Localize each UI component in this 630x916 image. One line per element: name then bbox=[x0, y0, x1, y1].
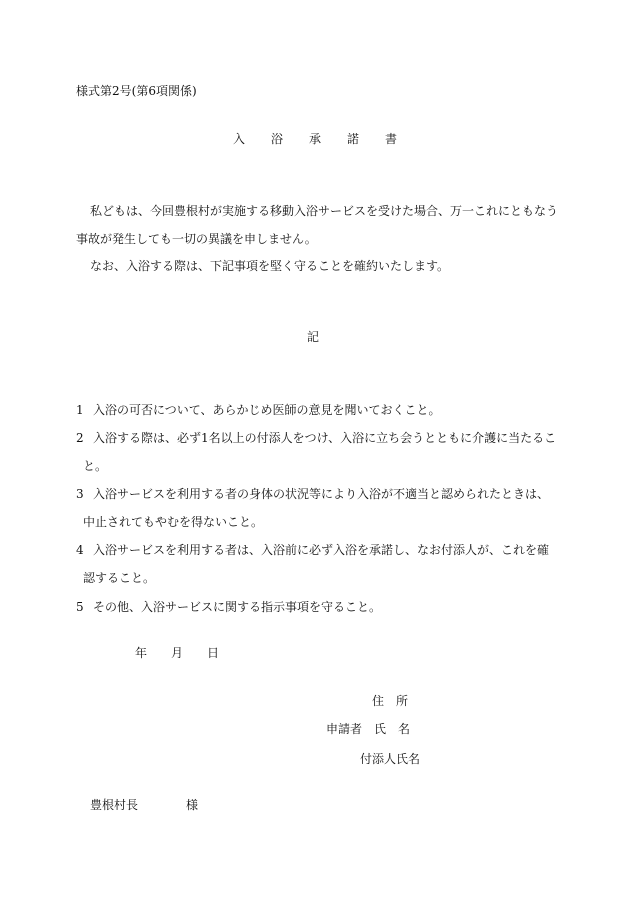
date-day: 日 bbox=[207, 646, 220, 660]
item-text: その他、入浴サービスに関する指示事項を守ること。 bbox=[93, 600, 382, 614]
applicant-name-label: 申請者 氏 名 bbox=[326, 722, 411, 736]
companion-name-label: 付添人氏名 bbox=[360, 752, 421, 766]
title-char: 入 bbox=[232, 132, 245, 146]
title-char: 承 bbox=[308, 132, 321, 146]
title-char: 書 bbox=[385, 132, 398, 146]
item-number: 5 bbox=[76, 600, 84, 614]
item-continuation: 中止されてもやむを得ないこと。 bbox=[83, 515, 264, 529]
intro-line: 私どもは、今回豊根村が実施する移動入浴サービスを受けた場合、万一これにともなう bbox=[90, 204, 559, 218]
item-text: 入浴する際は、必ず1名以上の付添人をつけ、入浴に立ち会うとともに介護に当たるこ bbox=[93, 431, 557, 445]
title-char: 諾 bbox=[347, 132, 360, 146]
form-number: 様式第2号(第6項関係) bbox=[76, 84, 197, 98]
item-number: 3 bbox=[76, 487, 84, 501]
item-text: 入浴の可否について、あらかじめ医師の意見を聞いておくこと。 bbox=[93, 403, 441, 417]
item-continuation: と。 bbox=[83, 459, 108, 473]
ki-heading: 記 bbox=[307, 330, 320, 344]
date-year: 年 bbox=[135, 646, 148, 660]
list-item bbox=[76, 599, 381, 615]
intro-line: 事故が発生しても一切の異議を申しません。 bbox=[76, 232, 317, 246]
item-text: 入浴サービスを利用する者は、入浴前に必ず入浴を承諾し、なお付添人が、これを確 bbox=[93, 543, 550, 557]
date-month: 月 bbox=[171, 646, 184, 660]
item-number: 2 bbox=[76, 431, 84, 445]
list-item bbox=[76, 486, 549, 502]
address-label: 住 所 bbox=[372, 694, 409, 708]
document-title bbox=[0, 131, 630, 147]
item-text: 入浴サービスを利用する者の身体の状況等により入浴が不適当と認められたときは、 bbox=[93, 487, 550, 501]
title-char: 浴 bbox=[270, 132, 283, 146]
item-number: 4 bbox=[76, 543, 84, 557]
list-item bbox=[76, 542, 549, 558]
item-number: 1 bbox=[76, 403, 84, 417]
date-line bbox=[135, 645, 243, 661]
addressee: 豊根村長 様 bbox=[90, 798, 199, 812]
item-continuation: 認すること。 bbox=[83, 571, 156, 585]
list-item bbox=[76, 430, 556, 446]
intro-line: なお、入浴する際は、下記事項を堅く守ることを確約いたします。 bbox=[90, 259, 450, 273]
list-item bbox=[76, 402, 441, 418]
